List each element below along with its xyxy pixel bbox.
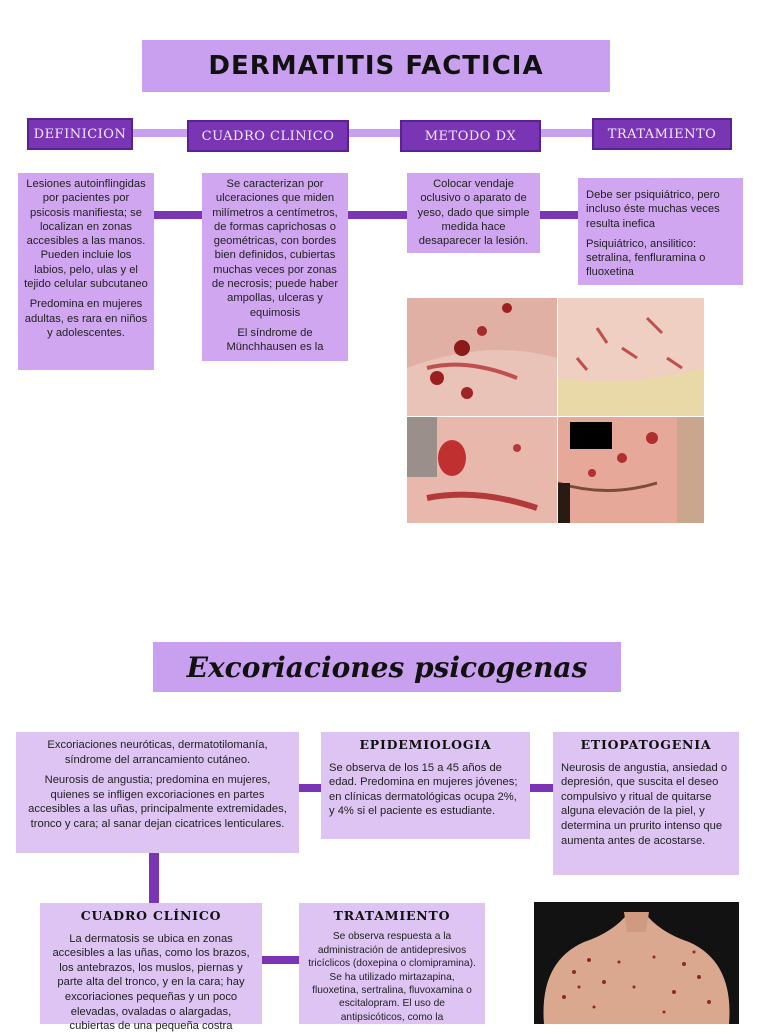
definicion-text-2: Predomina en mujeres adultas, es rara en niños y adolescentes. — [24, 298, 148, 339]
header-cuadro-clinico: CUADRO CLINICO — [187, 120, 349, 152]
metodo-dx-box — [407, 173, 540, 253]
metodo-dx-text: Colocar vendaje oclusivo o aparato de yeso, dado que simple medida hace desaparecer la lesión. — [417, 178, 530, 248]
header-definicion: DEFINICION — [27, 118, 133, 150]
cuadro-clinico-2-text: La dermatosis se ubica en zonas accesibles a las uñas, como los brazos, los antebrazos, los muslos, piernas y parte alta del tronco, y en la cara; hay excoriaciones pequeñas y un poco elevadas, ovaladas o alargadas, cubiertas de una pequeña costra — [52, 932, 250, 1033]
dermatitis-title-banner — [142, 40, 610, 92]
epidemiologia-text: Se observa de los 15 a 45 años de edad. Predomina en mujeres jóvenes; en clínicas dermatológicas ocupa 2%, y 4% si el paciente es estudiante. — [329, 761, 518, 818]
header-metodo-dx: METODO DX — [400, 120, 541, 152]
cuadro-clinico-text-2: El síndrome de Münchhausen es la — [226, 326, 324, 354]
excoriaciones-intro-box — [16, 732, 299, 853]
etiopatogenia-title: ETIOPATOGENIA — [580, 737, 712, 752]
excoriaciones-title-banner — [153, 642, 621, 692]
connector-epi-etio — [530, 784, 553, 792]
connector-intro-epi — [299, 784, 321, 792]
connector-metodo-trat — [540, 211, 580, 219]
epidemiologia-title: EPIDEMIOLOGIA — [359, 737, 492, 752]
excoriaciones-title: Excoriaciones psicogenas — [186, 650, 588, 684]
definicion-box — [18, 173, 154, 370]
tratamiento-text-2: Psiquiátrico, ansilitico: setralina, fenfluramina o fluoxetina — [586, 237, 706, 279]
connector-def-cuadro — [153, 211, 203, 219]
dermatitis-photo-collage — [407, 298, 704, 523]
intro-text-1: Excoriaciones neuróticas, dermatotilomanía, síndrome del arrancamiento cutáneo. — [47, 739, 268, 766]
excoriaciones-back-photo — [534, 902, 739, 1024]
cuadro-clinico-2-box — [40, 903, 262, 1033]
tratamiento-2-title: TRATAMIENTO — [333, 908, 451, 923]
etiopatogenia-box — [553, 732, 739, 875]
header-tratamiento: TRATAMIENTO — [592, 118, 732, 150]
connector-cuadro-metodo — [348, 211, 408, 219]
dermatitis-title: DERMATITIS FACTICIA — [208, 51, 544, 81]
cuadro-clinico-2-title: CUADRO CLÍNICO — [80, 908, 222, 923]
tratamiento-2-box — [299, 903, 485, 1024]
definicion-text: Lesiones autoinflingidas por pacientes por psicosis manifiesta; se localizan en zonas accesibles a las manos. Pueden incluie los labios, pelo, ulas y el tejido celular subcutaneo — [24, 178, 148, 291]
tratamiento-box — [578, 178, 743, 285]
etiopatogenia-text: Neurosis de angustia, ansiedad o depresión, que suscita el deseo compulsivo y ritual de quitarse alguna elevación de la piel, y determina un prurito intenso que aumenta antes de acostarse. — [561, 761, 728, 847]
cuadro-clinico-box — [202, 173, 348, 361]
intro-text-2: Neurosis de angustia; predomina en mujeres, quienes se infligen excoriaciones en partes accesibles a las uñas, principalmente extremidades, tronco y cara; al sanar dejan cicatrices lenticulares. — [28, 774, 287, 830]
epidemiologia-box — [321, 732, 530, 839]
connector-cuadro-trat — [262, 956, 299, 964]
connector-intro-cuadro — [149, 853, 159, 903]
tratamiento-text: Debe ser psiquiátrico, pero incluso éste muchas veces resulta inefica — [586, 189, 720, 230]
tratamiento-2-text: Se observa respuesta a la administración de antidepresivos tricíclicos (doxepina o clomipramina). Se ha utilizado mirtazapina, fluoxetina, sertralina, fluvoxamina o escitalopram. El uso de antipsicóticos, como la — [308, 931, 476, 1023]
cuadro-clinico-text: Se caracterizan por ulceraciones que miden milímetros a centímetros, de formas caprichosas o geométricas, con bordes bien definidos, cubiertas muchas veces por zonas de necrosis; puede haber ampollas, ulceras y equimosis — [211, 178, 339, 319]
